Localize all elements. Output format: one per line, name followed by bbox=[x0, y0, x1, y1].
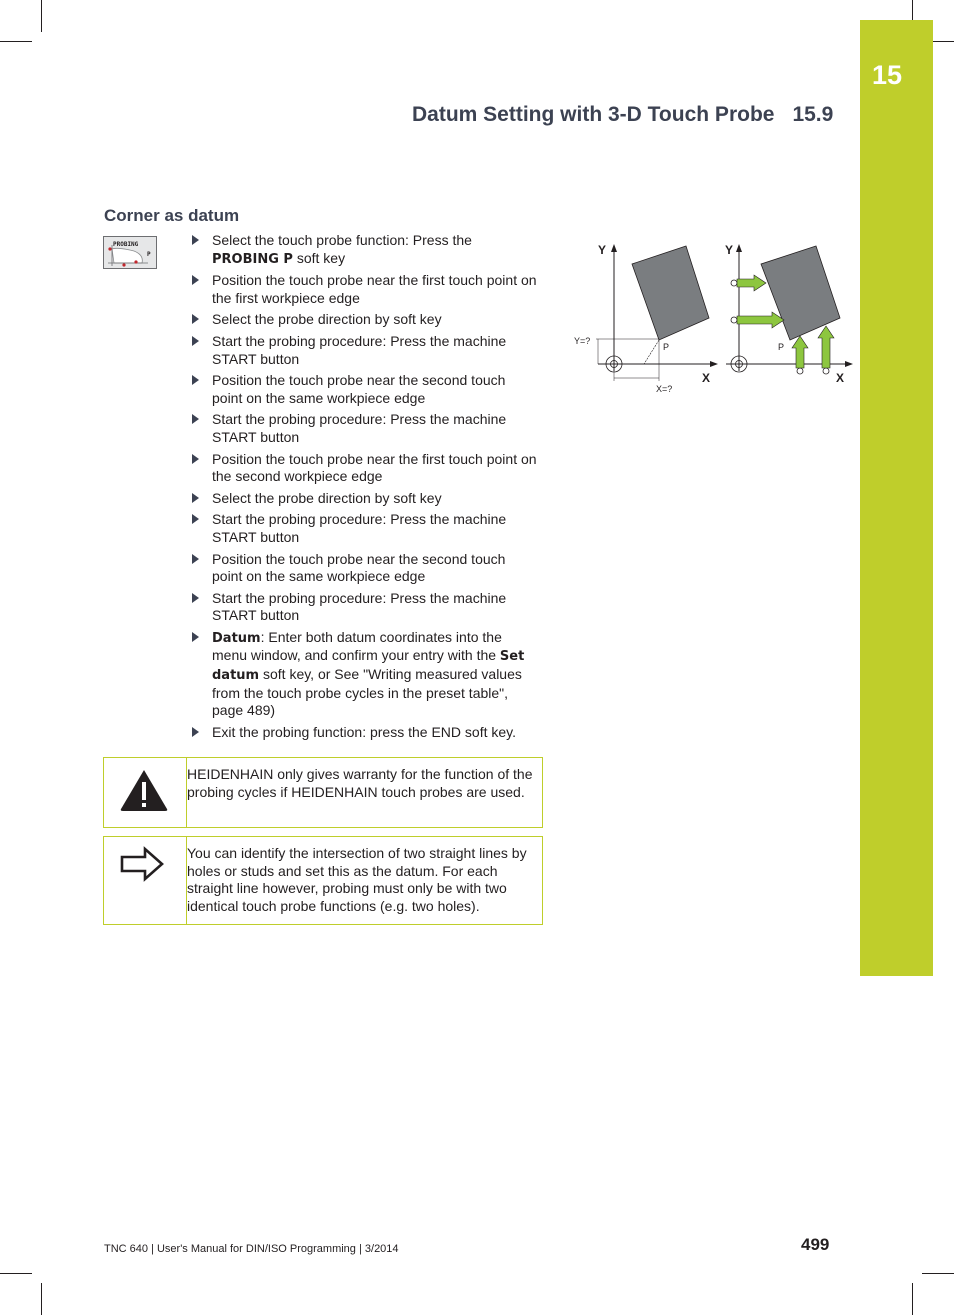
header-section-number: 15.9 bbox=[792, 103, 834, 126]
probe-arrow-icon bbox=[792, 336, 808, 368]
step-item: Start the probing procedure: Press the machine START button bbox=[192, 511, 538, 546]
probing-softkey-icon bbox=[103, 236, 157, 269]
warning-triangle-icon bbox=[104, 758, 186, 827]
left-y-axis-label: Y bbox=[598, 243, 607, 257]
tip-icon-cell bbox=[104, 837, 187, 924]
probe-arrow-icon bbox=[818, 326, 834, 368]
tip-text: You can identify the intersection of two straight lines by holes or studs and set this as the datum. For each straight line however, probing must only be with two identical touch probe functions (e.g. two holes). bbox=[187, 845, 527, 914]
bullet-arrow-icon bbox=[192, 414, 199, 424]
step-item: Select the touch probe function: Press the PROBING P soft key bbox=[192, 232, 538, 268]
right-x-axis-label: X bbox=[836, 371, 845, 385]
tip-note bbox=[103, 836, 543, 925]
step-item: Start the probing procedure: Press the machine START button bbox=[192, 411, 538, 446]
workpiece bbox=[632, 246, 709, 340]
step-item: Datum: Enter both datum coordinates into the menu window, and confirm your entry with the Set datum soft key, or See "Writing measured values from the touch probe cycles in the preset table", page 489) bbox=[192, 629, 538, 720]
footer-text: TNC 640 | User's Manual for DIN/ISO Programming | 3/2014 bbox=[104, 1243, 399, 1255]
bullet-arrow-icon bbox=[192, 727, 199, 737]
crop-mark bbox=[41, 1283, 42, 1315]
crop-mark bbox=[0, 41, 32, 42]
step-item: Start the probing procedure: Press the machine START button bbox=[192, 333, 538, 368]
header-title: Datum Setting with 3-D Touch Probe bbox=[412, 103, 775, 126]
bullet-arrow-icon bbox=[192, 454, 199, 464]
probing-softkey-graphic bbox=[104, 237, 156, 268]
crop-mark bbox=[912, 1283, 913, 1315]
bullet-arrow-icon bbox=[192, 235, 199, 245]
step-item: Select the probe direction by soft key bbox=[192, 490, 538, 508]
bullet-arrow-icon bbox=[192, 314, 199, 324]
arrow-right-icon bbox=[104, 837, 186, 924]
bullet-arrow-icon bbox=[192, 275, 199, 285]
warning-icon-cell bbox=[104, 758, 187, 827]
page-number: 499 bbox=[801, 1235, 830, 1254]
section-title: Corner as datum bbox=[104, 206, 240, 225]
probe-arrow-icon bbox=[737, 275, 766, 291]
bullet-arrow-icon bbox=[192, 593, 199, 603]
corner-datum-diagram bbox=[566, 236, 856, 406]
x-unknown-label: X=? bbox=[656, 384, 673, 394]
step-item: Exit the probing function: press the END soft key. bbox=[192, 724, 538, 742]
chapter-number: 15 bbox=[872, 60, 903, 90]
warning-text: HEIDENHAIN only gives warranty for the function of the probing cycles if HEIDENHAIN touch probes are used. bbox=[187, 766, 533, 800]
probe-arrow-icon bbox=[737, 312, 784, 328]
chapter-tab bbox=[860, 20, 933, 976]
step-item: Select the probe direction by soft key bbox=[192, 311, 538, 329]
softkey-sub-label: P bbox=[147, 251, 151, 258]
left-x-axis-label: X bbox=[702, 371, 711, 385]
probing-figure bbox=[566, 236, 856, 401]
warning-note bbox=[103, 757, 543, 828]
crop-mark bbox=[41, 0, 42, 32]
step-item: Start the probing procedure: Press the machine START button bbox=[192, 590, 538, 625]
right-point-label: P bbox=[778, 342, 785, 352]
right-figure bbox=[725, 243, 853, 385]
bullet-arrow-icon bbox=[192, 336, 199, 346]
procedure-steps bbox=[192, 232, 538, 745]
right-y-axis-label: Y bbox=[725, 243, 734, 257]
bullet-arrow-icon bbox=[192, 375, 199, 385]
y-unknown-label: Y=? bbox=[574, 336, 591, 346]
step-item: Position the touch probe near the first touch point on the second workpiece edge bbox=[192, 451, 538, 486]
crop-mark bbox=[922, 1273, 954, 1274]
bullet-arrow-icon bbox=[192, 554, 199, 564]
left-figure bbox=[574, 243, 718, 394]
crop-mark bbox=[0, 1273, 32, 1274]
step-item: Position the touch probe near the second touch point on the same workpiece edge bbox=[192, 372, 538, 407]
step-item: Position the touch probe near the first touch point on the first workpiece edge bbox=[192, 272, 538, 307]
bullet-arrow-icon bbox=[192, 514, 199, 524]
step-item: Position the touch probe near the second touch point on the same workpiece edge bbox=[192, 551, 538, 586]
left-point-label: P bbox=[663, 342, 670, 352]
bullet-arrow-icon bbox=[192, 632, 199, 642]
running-header bbox=[412, 103, 833, 127]
softkey-label: PROBING bbox=[113, 241, 139, 248]
bullet-arrow-icon bbox=[192, 493, 199, 503]
